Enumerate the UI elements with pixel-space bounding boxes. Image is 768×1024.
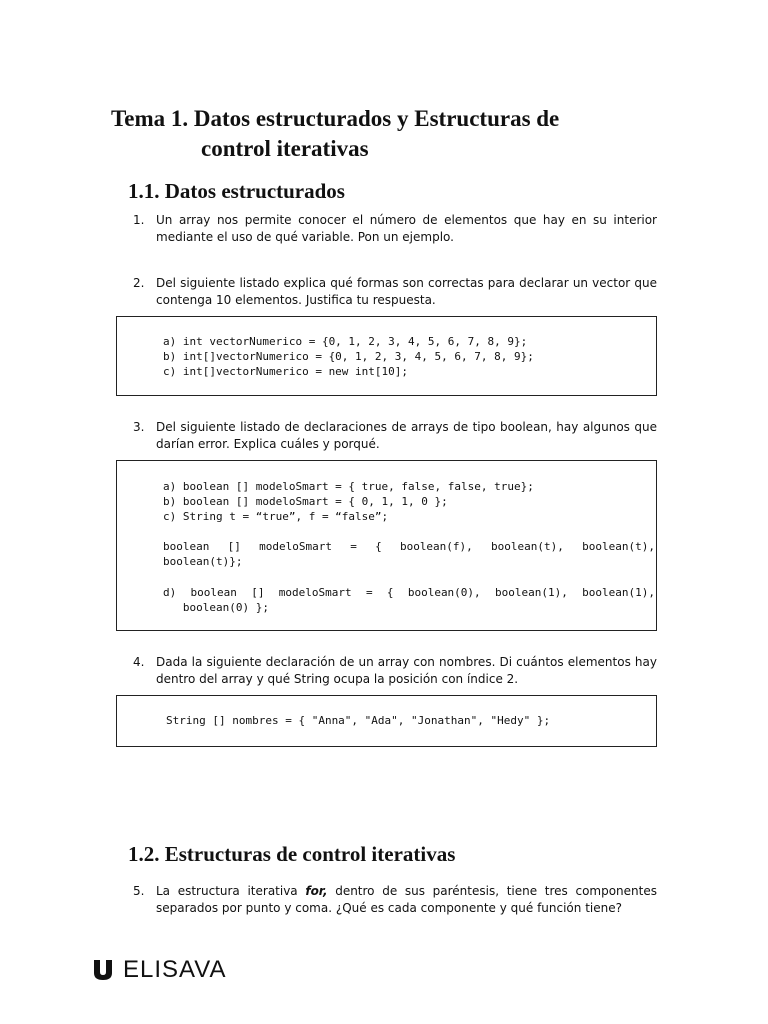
section-heading-datos: 1.1. Datos estructurados: [128, 179, 345, 203]
code-line: b) int[]vectorNumerico = {0, 1, 2, 3, 4, 5, 6, 7, 8, 9};: [163, 350, 534, 363]
title-line-2: control iterativas: [201, 136, 369, 161]
question-3: [133, 419, 657, 453]
question-number: 2.: [133, 276, 145, 290]
question-text-after: dentro de sus paréntesis, tiene tres componentes separados por punto y coma. ¿Qué es cada componente y qué función tiene?: [156, 884, 657, 915]
section-heading-iterativas: 1.2. Estructuras de control iterativas: [128, 842, 456, 866]
question-number: 1.: [133, 213, 145, 227]
code-line: d) boolean [] modeloSmart = { boolean(0), boolean(1), boolean(1),: [163, 586, 655, 599]
code-line: c) String t = “true”, f = “false”;: [163, 510, 389, 523]
for-keyword: for,: [305, 884, 328, 898]
question-text: Dada la siguiente declaración de un array con nombres. Di cuántos elementos hay dentro del array y qué String ocupa la posición con índice 2.: [156, 655, 657, 686]
code-block-boolean: [116, 460, 657, 631]
code-line: b) boolean [] modeloSmart = { 0, 1, 1, 0 };: [163, 495, 448, 508]
code-block-nombres: [116, 695, 657, 747]
code-line: String [] nombres = { "Anna", "Ada", "Jonathan", "Hedy" };: [166, 714, 551, 727]
question-text: Un array nos permite conocer el número de elementos que hay en su interior mediante el uso de qué variable. Pon un ejemplo.: [156, 213, 657, 244]
question-5: [133, 883, 657, 917]
u-logo-icon: [93, 959, 113, 981]
code-line: boolean(0) };: [163, 601, 269, 614]
code-line: boolean [] modeloSmart = { boolean(f), boolean(t), boolean(t),: [163, 540, 655, 553]
code-line: c) int[]vectorNumerico = new int[10];: [163, 365, 409, 378]
question-number: 5.: [133, 884, 145, 898]
question-4: [133, 654, 657, 688]
question-2: [133, 275, 657, 309]
question-text-before: La estructura iterativa: [156, 884, 306, 898]
question-1: [133, 212, 657, 246]
elisava-logo: [93, 958, 227, 982]
code-block-vector: [116, 316, 657, 396]
code-line: a) int vectorNumerico = {0, 1, 2, 3, 4, 5, 6, 7, 8, 9};: [163, 335, 528, 348]
question-number: 3.: [133, 420, 145, 434]
code-line: boolean(t)};: [163, 555, 243, 568]
code-line: a) boolean [] modeloSmart = { true, false, false, true};: [163, 480, 534, 493]
question-number: 4.: [133, 655, 145, 669]
question-text: Del siguiente listado de declaraciones de arrays de tipo boolean, hay algunos que darían error. Explica cuáles y porqué.: [156, 420, 657, 451]
question-text: Del siguiente listado explica qué formas son correctas para declarar un vector que contenga 10 elementos. Justifica tu respuesta.: [156, 276, 657, 307]
document-title: [111, 104, 671, 164]
title-line-1: Tema 1. Datos estructurados y Estructuras de: [111, 106, 560, 131]
logo-wordmark: ELISAVA: [123, 956, 227, 983]
question-text: [156, 883, 657, 917]
